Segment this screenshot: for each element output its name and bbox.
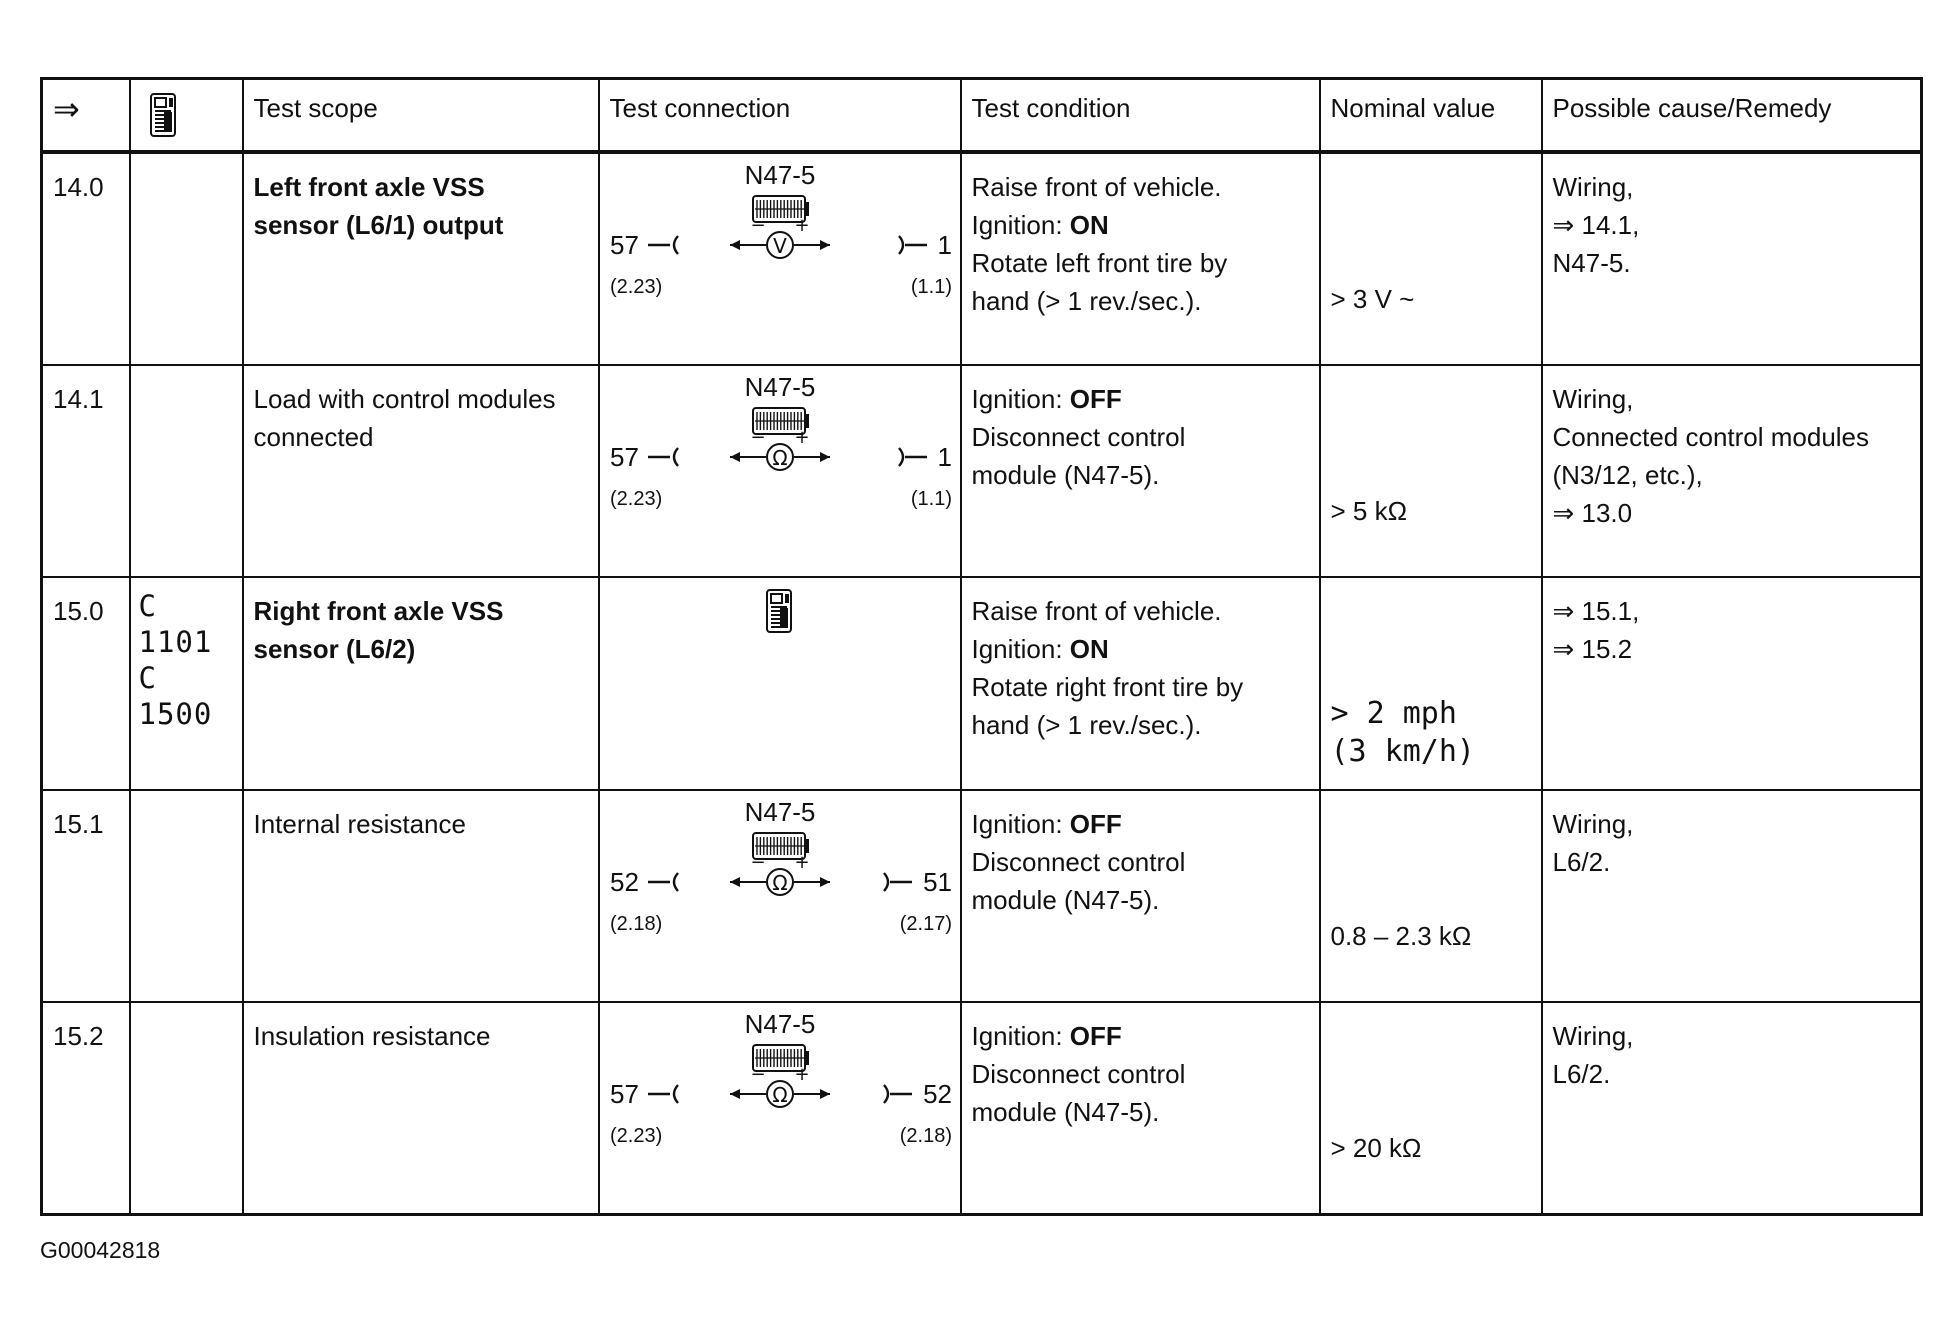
- left-probe-icon: [648, 873, 678, 891]
- test-scope-line: connected: [253, 422, 374, 453]
- nominal-value-cell: [1320, 790, 1542, 1002]
- plus-sign: +: [793, 215, 810, 236]
- figure-code: G00042818: [40, 1237, 161, 1263]
- test-connection-diagram: [600, 154, 960, 364]
- remedy-line: N47-5.: [1552, 248, 1631, 278]
- condition-state: OFF: [1069, 808, 1122, 839]
- condition-line: [972, 168, 1309, 206]
- test-scope: [244, 1003, 598, 1055]
- step-number: 14.1: [53, 384, 104, 415]
- fault-code: C 1500: [138, 661, 213, 732]
- test-condition-cell: [961, 790, 1320, 1002]
- left-pin-ref: (2.23): [609, 488, 662, 511]
- fault-code: C 1101: [138, 589, 213, 660]
- nominal-value: [1321, 1003, 1541, 1167]
- remedy-line: Wiring,: [1552, 1020, 1634, 1051]
- condition-text: hand (> 1 rev./sec.).: [971, 286, 1202, 316]
- nominal-value-cell: [1320, 365, 1542, 577]
- possible-cause: [1543, 154, 1921, 282]
- test-connection-diagram: [600, 791, 960, 1001]
- nominal-value-line: 0.8 – 2.3 kΩ: [1330, 920, 1472, 951]
- connection-diagram-svg: [600, 791, 960, 1001]
- condition-line: [972, 206, 1309, 244]
- test-scope-line: Left front axle VSS: [253, 172, 485, 202]
- left-pin-ref: (2.23): [609, 1124, 662, 1147]
- nominal-value: [1321, 154, 1541, 318]
- condition-line: [972, 843, 1309, 881]
- module-label: N47-5: [744, 160, 815, 190]
- condition-line: [972, 668, 1309, 706]
- tester-icon-wrap: [600, 578, 960, 644]
- test-scope: [244, 578, 598, 668]
- right-pin-ref: (2.17): [899, 912, 952, 935]
- condition-text: Disconnect control: [971, 422, 1186, 453]
- condition-text: module (N47-5).: [971, 460, 1160, 491]
- condition-text: Ignition:: [971, 384, 1070, 415]
- nominal-value-line: > 20 kΩ: [1330, 1132, 1422, 1163]
- left-pin-label: 52: [609, 866, 639, 897]
- step-number: 15.1: [53, 808, 104, 839]
- possible-cause: [1543, 578, 1921, 668]
- test-condition-cell: [961, 577, 1320, 789]
- right-pin-ref: (2.18): [899, 1124, 952, 1147]
- right-pin-label: 51: [922, 866, 952, 897]
- plus-sign: +: [793, 851, 810, 873]
- condition-line: [972, 630, 1309, 668]
- remedy-line: L6/2.: [1552, 1058, 1611, 1089]
- remedy-line: ⇒ 13.0: [1552, 498, 1633, 529]
- nominal-value-line: > 3 V ~: [1330, 284, 1415, 314]
- condition-line: [972, 881, 1309, 919]
- fault-code-cell: [130, 152, 243, 365]
- test-condition: [962, 366, 1319, 494]
- condition-text: module (N47-5).: [971, 884, 1160, 915]
- fault-code-cell: [130, 1002, 243, 1215]
- test-connection-cell: [599, 1002, 961, 1215]
- header-test-connection: Test connection: [599, 79, 961, 153]
- right-pin-label: 52: [922, 1078, 952, 1109]
- table-row: [42, 577, 1922, 789]
- right-pin-label: 1: [937, 442, 952, 473]
- condition-line: [972, 380, 1309, 418]
- header-tool: [130, 79, 243, 153]
- condition-line: [972, 1055, 1309, 1093]
- module-label: N47-5: [744, 372, 815, 403]
- step-number: 15.2: [53, 1020, 104, 1051]
- plus-sign: +: [793, 427, 810, 449]
- test-condition-cell: [961, 152, 1320, 365]
- condition-text: Ignition:: [971, 210, 1070, 240]
- condition-line: [972, 592, 1309, 630]
- test-connection-diagram: [600, 366, 960, 576]
- nominal-value-line: (3 km/h): [1330, 734, 1475, 770]
- connection-diagram-svg: [600, 1003, 960, 1213]
- right-pin-ref: (1.1): [910, 276, 952, 298]
- nominal-value-line: > 2 mph: [1330, 696, 1457, 732]
- table-row: [42, 790, 1922, 1002]
- remedy-line: ⇒ 14.1,: [1552, 210, 1640, 240]
- condition-line: [972, 282, 1309, 320]
- left-pin-ref: (2.23): [609, 276, 662, 298]
- test-scope: [244, 154, 598, 244]
- plus-sign: +: [793, 1063, 810, 1085]
- meter-unit: Ω: [771, 870, 788, 895]
- remedy-line: ⇒ 15.1,: [1552, 596, 1640, 627]
- test-scope-cell: [243, 1002, 599, 1215]
- test-scope-cell: [243, 152, 599, 365]
- step-number: 14.0: [53, 172, 104, 202]
- right-probe-icon: [899, 448, 927, 466]
- meter-unit: Ω: [771, 1082, 788, 1107]
- condition-line: [972, 805, 1309, 843]
- condition-text: Rotate right front tire by: [971, 672, 1244, 703]
- condition-state: ON: [1069, 634, 1109, 665]
- diagnostic-tester-icon: [765, 588, 795, 634]
- possible-cause-cell: [1542, 790, 1922, 1002]
- left-probe-icon: [648, 236, 678, 254]
- test-condition: [962, 1003, 1319, 1131]
- condition-line: [972, 1093, 1309, 1131]
- header-possible-cause: Possible cause/Remedy: [1542, 79, 1922, 153]
- test-scope-cell: [243, 577, 599, 789]
- test-scope-line: Load with control modules: [253, 384, 556, 415]
- test-connection-cell: [599, 152, 961, 365]
- header-test-scope: Test scope: [243, 79, 599, 153]
- possible-cause-cell: [1542, 577, 1922, 789]
- step-cell: [42, 152, 130, 365]
- diagnostic-tester-icon: [131, 80, 242, 148]
- left-pin-label: 57: [609, 442, 639, 473]
- fault-code-cell: [130, 790, 243, 1002]
- test-connection-diagram: [600, 1003, 960, 1213]
- test-condition-cell: [961, 1002, 1320, 1215]
- test-scope-line: sensor (L6/2): [253, 634, 416, 665]
- right-probe-icon: [884, 1085, 912, 1103]
- test-scope-cell: [243, 790, 599, 1002]
- remedy-line: Wiring,: [1552, 172, 1634, 202]
- minus-sign: −: [749, 851, 766, 873]
- header-test-condition: Test condition: [961, 79, 1320, 153]
- condition-line: [972, 456, 1309, 494]
- possible-cause-cell: [1542, 152, 1922, 365]
- condition-state: OFF: [1069, 384, 1122, 415]
- condition-text: Raise front of vehicle.: [971, 172, 1222, 202]
- test-connection-cell: [599, 365, 961, 577]
- condition-text: Rotate left front tire by: [971, 248, 1228, 278]
- module-label: N47-5: [744, 1008, 815, 1039]
- step-cell: [42, 577, 130, 789]
- remedy-line: Wiring,: [1552, 808, 1634, 839]
- remedy-line: Wiring,: [1552, 384, 1634, 415]
- step-cell: [42, 365, 130, 577]
- possible-cause: [1543, 366, 1921, 532]
- remedy-line: Connected control modules: [1552, 422, 1870, 453]
- remedy-line: ⇒ 15.2: [1552, 634, 1633, 665]
- test-scope-cell: [243, 365, 599, 577]
- nominal-value-cell: [1320, 577, 1542, 789]
- left-pin-label: 57: [609, 230, 639, 260]
- minus-sign: −: [749, 427, 766, 449]
- meter-unit: V: [772, 234, 787, 258]
- test-condition: [962, 791, 1319, 919]
- condition-text: Ignition:: [971, 1020, 1070, 1051]
- table-row: [42, 1002, 1922, 1215]
- minus-sign: −: [749, 215, 766, 236]
- condition-state: OFF: [1069, 1020, 1122, 1051]
- condition-text: Disconnect control: [971, 846, 1186, 877]
- condition-text: Disconnect control: [971, 1058, 1186, 1089]
- remedy-line: (N3/12, etc.),: [1552, 460, 1703, 491]
- meter-unit: Ω: [771, 446, 788, 471]
- nominal-value-line: > 5 kΩ: [1330, 496, 1408, 527]
- nominal-value: [1321, 578, 1541, 771]
- possible-cause-cell: [1542, 1002, 1922, 1215]
- right-probe-icon: [899, 236, 927, 254]
- possible-cause: [1543, 1003, 1921, 1093]
- module-label: N47-5: [744, 796, 815, 827]
- nominal-value-cell: [1320, 1002, 1542, 1215]
- test-scope-line: Internal resistance: [253, 808, 466, 839]
- test-condition-cell: [961, 365, 1320, 577]
- condition-text: Ignition:: [971, 634, 1070, 665]
- left-pin-label: 57: [609, 1078, 639, 1109]
- test-scope: [244, 366, 598, 456]
- diagnostic-test-table: [40, 77, 1923, 1216]
- step-cell: [42, 1002, 130, 1215]
- minus-sign: −: [749, 1063, 766, 1085]
- left-probe-icon: [648, 1085, 678, 1103]
- fault-code-list: [131, 578, 242, 732]
- fault-code-cell: [130, 365, 243, 577]
- condition-line: [972, 244, 1309, 282]
- possible-cause: [1543, 791, 1921, 881]
- connection-diagram-svg: [600, 366, 960, 576]
- condition-line: [972, 418, 1309, 456]
- test-scope-line: Insulation resistance: [253, 1020, 491, 1051]
- left-pin-ref: (2.18): [609, 912, 662, 935]
- nominal-value-cell: [1320, 152, 1542, 365]
- nominal-value: [1321, 366, 1541, 530]
- header-step: [42, 79, 130, 153]
- test-scope-line: sensor (L6/1) output: [253, 210, 504, 240]
- fault-code-cell: [130, 577, 243, 789]
- possible-cause-cell: [1542, 365, 1922, 577]
- condition-text: hand (> 1 rev./sec.).: [971, 710, 1202, 741]
- condition-text: Raise front of vehicle.: [971, 596, 1222, 627]
- condition-state: ON: [1069, 210, 1109, 240]
- nominal-value: [1321, 791, 1541, 955]
- step-number: 15.0: [53, 596, 104, 627]
- condition-line: [972, 1017, 1309, 1055]
- test-connection-cell: [599, 790, 961, 1002]
- header-nominal-value: Nominal value: [1320, 79, 1542, 153]
- test-condition: [962, 154, 1319, 320]
- table-body: [42, 152, 1922, 1215]
- test-condition: [962, 578, 1319, 744]
- step-cell: [42, 790, 130, 1002]
- table-row: [42, 365, 1922, 577]
- table-row: [42, 152, 1922, 365]
- remedy-line: L6/2.: [1552, 846, 1611, 877]
- right-pin-label: 1: [937, 230, 952, 260]
- condition-line: [972, 706, 1309, 744]
- condition-text: Ignition:: [971, 808, 1070, 839]
- right-probe-icon: [884, 873, 912, 891]
- test-scope: [244, 791, 598, 843]
- test-scope-line: Right front axle VSS: [253, 596, 504, 627]
- table-header-row: [42, 79, 1922, 153]
- left-probe-icon: [648, 448, 678, 466]
- step-arrow-header: ⇒: [53, 91, 80, 127]
- right-pin-ref: (1.1): [910, 488, 952, 511]
- test-connection-cell: [599, 577, 961, 789]
- connection-diagram-svg: [600, 154, 960, 364]
- condition-text: module (N47-5).: [971, 1096, 1160, 1127]
